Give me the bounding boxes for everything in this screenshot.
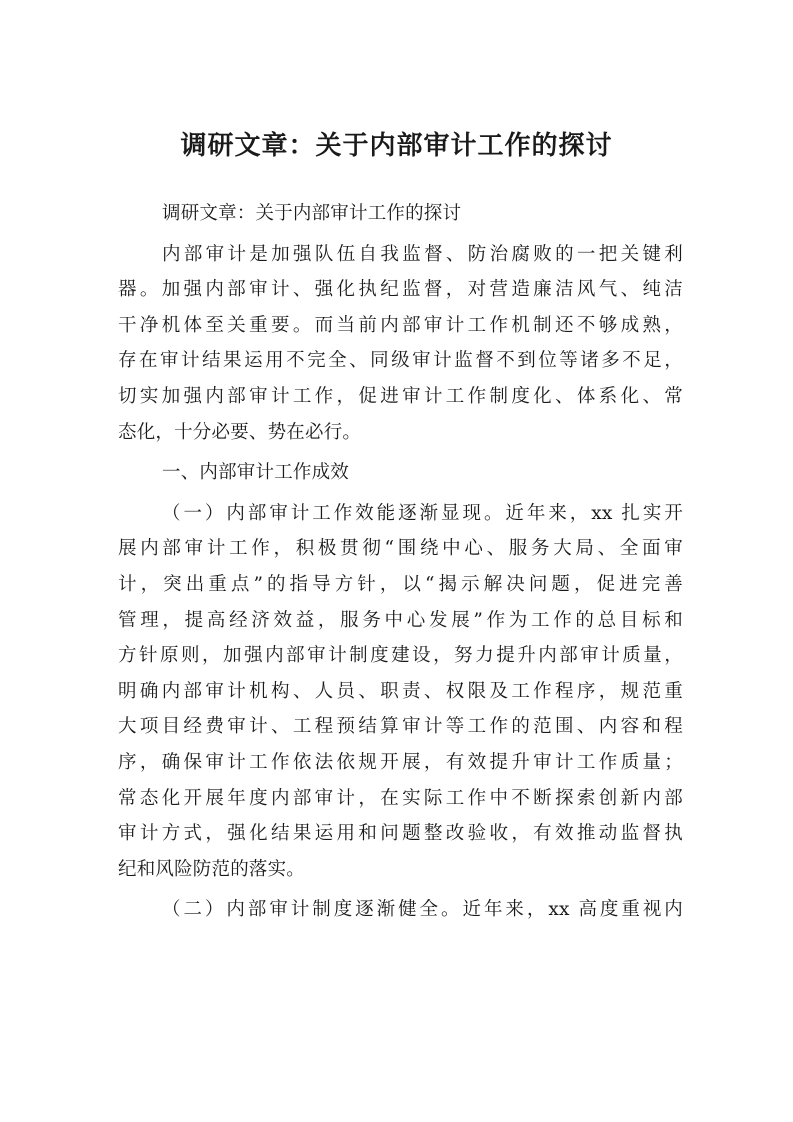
text-line: 计，突出重点”的指导方针，以“揭示解决问题，促进完善	[118, 573, 683, 595]
text-line: 态化，十分必要、势在必行。	[118, 421, 362, 443]
text-line: 常态化开展年度内部审计，在实际工作中不断探索创新内部	[118, 787, 683, 809]
document-title: 调研文章：关于内部审计工作的探讨	[180, 131, 613, 161]
text-line: 干净机体至关重要。而当前内部审计工作机制还不够成熟，	[118, 314, 683, 336]
text-line: 大项目经费审计、工程预结算审计等工作的范围、内容和程	[118, 716, 683, 738]
text-line: 方针原则，加强内部审计制度建设，努力提升内部审计质量，	[118, 645, 683, 667]
text-line: 存在审计结果运用不完全、同级审计监督不到位等诸多不足，	[118, 350, 683, 372]
text-line: 管理，提高经济效益，服务中心发展”作为工作的总目标和	[118, 609, 683, 631]
text-line: 调研文章：关于内部审计工作的探讨	[162, 203, 462, 224]
text-line: 内部审计是加强队伍自我监督、防治腐败的一把关键利	[162, 243, 683, 265]
document-body	[118, 196, 683, 928]
text-line: 审计方式，强化结果运用和问题整改验收，有效推动监督执	[118, 823, 683, 845]
text-line: 切实加强内部审计工作，促进审计工作制度化、体系化、常	[118, 385, 683, 407]
text-line: （二）内部审计制度逐渐健全。近年来，xx 高度重视内	[162, 899, 683, 921]
text-line: 纪和风险防范的落实。	[118, 858, 306, 880]
text-line: 器。加强内部审计、强化执纪监督，对营造廉洁风气、纯洁	[118, 279, 683, 301]
text-line: （一）内部审计工作效能逐渐显现。近年来，xx 扎实开	[162, 502, 683, 524]
text-line: 一、内部审计工作成效	[162, 462, 350, 484]
text-line: 序，确保审计工作依法依规开展，有效提升审计工作质量；	[118, 751, 683, 773]
text-line: 展内部审计工作，积极贯彻“围绕中心、服务大局、全面审	[118, 538, 683, 560]
text-line: 明确内部审计机构、人员、职责、权限及工作程序，规范重	[118, 680, 683, 702]
